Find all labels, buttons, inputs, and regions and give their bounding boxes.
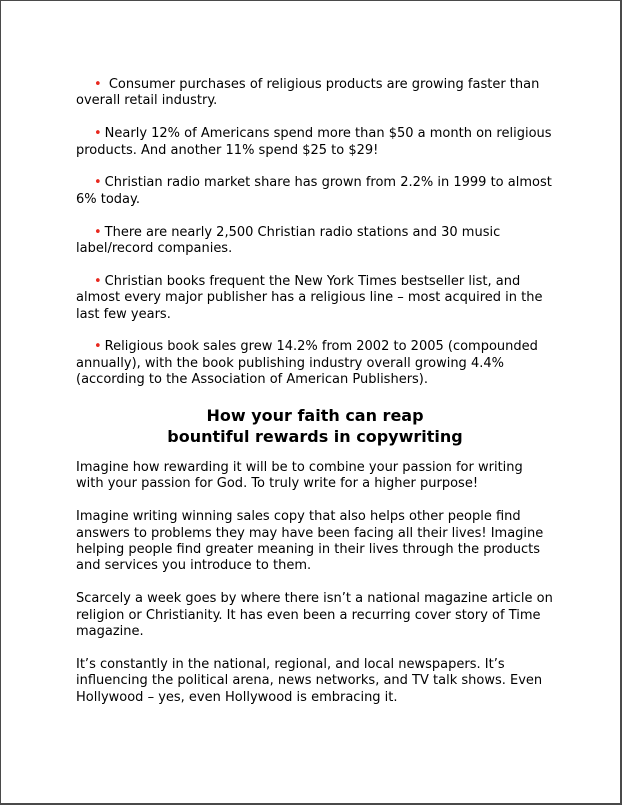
bullet-item-6 bbox=[76, 339, 554, 388]
heading-line-1: How your faith can reap bbox=[206, 406, 424, 426]
bullet-item-4 bbox=[76, 225, 554, 258]
bullet-text: Consumer purchases of religious products are growing faster than overall retail industry. bbox=[76, 77, 540, 109]
bullet-item-3 bbox=[76, 175, 554, 208]
paragraph-1: Imagine how rewarding it will be to combine your passion for writing with your passion for God. To truly write for a higher purpose! bbox=[76, 460, 523, 492]
bullet-text: There are nearly 2,500 Christian radio stations and 30 music label/record companies. bbox=[76, 224, 501, 257]
bullet-dot-icon: • bbox=[94, 126, 102, 142]
bullet-text: Religious book sales grew 14.2% from 2002 to 2005 (compounded annually), with the book publishing industry overall growing 4.4% (according to the Association of American Publishers). bbox=[76, 339, 538, 388]
bullet-item-2 bbox=[76, 126, 554, 159]
bullet-item-1 bbox=[76, 77, 554, 110]
bullet-text: Nearly 12% of Americans spend more than $50 a month on religious products. And another 11% spend $25 to $29! bbox=[76, 126, 552, 158]
paragraph-3: Scarcely a week goes by where there isn’t a national magazine article on religion or Christianity. It has even been a recurring cover story of Time magazine. bbox=[76, 591, 553, 640]
bullet-dot-icon: • bbox=[94, 339, 102, 355]
bullet-dot-icon: • bbox=[94, 77, 102, 92]
section-heading bbox=[76, 405, 554, 447]
bullet-dot-icon: • bbox=[94, 273, 102, 289]
page-content bbox=[76, 77, 554, 722]
heading-line-2: bountiful rewards in copywriting bbox=[167, 427, 463, 447]
bullet-text: Christian books frequent the New York Times bestseller list, and almost every major publisher has a religious line – most acquired in the last few years. bbox=[76, 273, 543, 322]
paragraph-4: It’s constantly in the national, regional, and local newspapers. It’s influencing the political arena, news networks, and TV talk shows. Even Hollywood – yes, even Hollywood is embracing it. bbox=[76, 656, 543, 705]
paragraph-2: Imagine writing winning sales copy that also helps other people find answers to problems they may have been facing all their lives! Imagine helping people find greater meaning in their lives through the products and services you introduce to them. bbox=[76, 509, 544, 574]
bullet-dot-icon: • bbox=[94, 175, 102, 191]
bullet-list bbox=[76, 77, 554, 389]
bullet-text: Christian radio market share has grown from 2.2% in 1999 to almost 6% today. bbox=[76, 175, 552, 207]
bullet-item-5 bbox=[76, 274, 554, 323]
bullet-dot-icon: • bbox=[94, 224, 102, 240]
